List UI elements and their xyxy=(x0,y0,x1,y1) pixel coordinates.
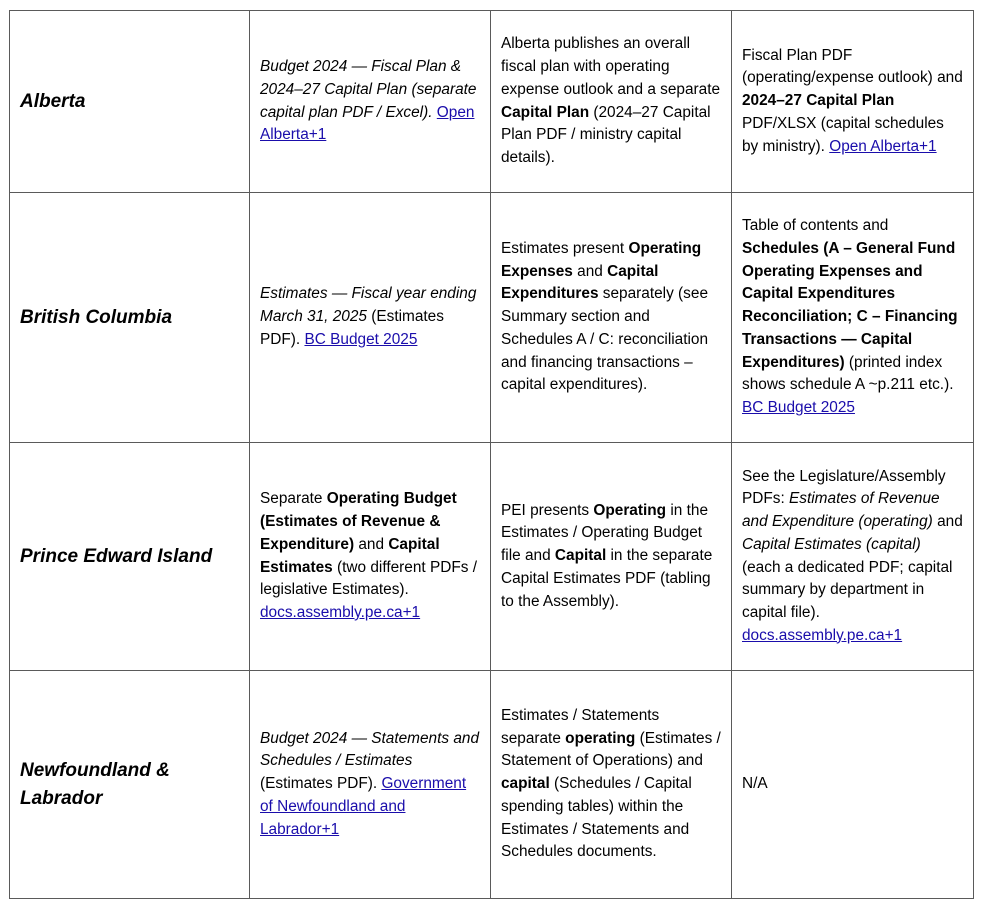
cell-text: (2024–27 Capital Plan PDF / ministry capital details). xyxy=(501,103,711,166)
budget-document-cell xyxy=(250,443,491,671)
table-row xyxy=(10,443,974,671)
bold-text: 2024–27 Capital Plan xyxy=(742,92,895,110)
cell-text: (two different PDFs / legislative Estimates). xyxy=(260,558,477,599)
table-row xyxy=(10,671,974,899)
cell-text: Separate xyxy=(260,490,327,508)
bold-text: Operating Expenses xyxy=(501,240,702,280)
italic-text: Estimates of Revenue and Expenditure (operating) xyxy=(742,490,940,531)
cell-text: and xyxy=(932,513,963,531)
bold-text: operating xyxy=(565,729,636,747)
cell-text: Fiscal Plan PDF (operating/expense outlook) and xyxy=(742,46,963,87)
cell-text: (Estimates PDF). xyxy=(260,308,444,348)
cell-text: Table of contents and xyxy=(742,217,889,235)
cell-text: Alberta publishes an overall fiscal plan with operating expense outlook and a separate xyxy=(501,35,721,98)
source-detail-cell xyxy=(732,193,974,443)
budget-document-cell xyxy=(250,11,491,193)
presentation-cell xyxy=(491,11,732,193)
source-link[interactable]: Open Alberta+1 xyxy=(260,103,475,144)
cell-text: PEI presents xyxy=(501,501,594,519)
italic-text: Budget 2024 — Statements and Schedules / Estimates xyxy=(260,729,480,770)
cell-text: and xyxy=(354,535,389,553)
cell-text: (Schedules / Capital spending tables) within the Estimates / Statements and Schedules documents. xyxy=(501,775,692,861)
table-row xyxy=(10,193,974,443)
province-cell: Newfoundland & Labrador xyxy=(10,671,250,899)
source-detail-cell xyxy=(732,11,974,193)
cell-text: in the Estimates / Operating Budget file and xyxy=(501,501,709,565)
presentation-cell xyxy=(491,193,732,443)
budget-document-cell xyxy=(250,193,491,443)
bold-text: Operating xyxy=(593,501,667,519)
cell-text: Estimates / Statements separate xyxy=(501,707,660,747)
cell-text: See the Legislature/Assembly PDFs: xyxy=(742,467,946,508)
cell-text: Estimates present xyxy=(501,240,629,258)
bold-text: Schedules (A – General Fund Operating Expenses and Capital Expenditures Reconciliation; C – Financing Transactions — Capital Expenditures) xyxy=(742,240,958,371)
source-link[interactable]: Government of Newfoundland and Labrador+1 xyxy=(260,775,467,838)
cell-text: in the separate Capital Estimates PDF (tabling to the Assembly). xyxy=(501,547,713,610)
province-cell: Prince Edward Island xyxy=(10,443,250,671)
cell-text: (each a dedicated PDF; capital summary by department in capital file). xyxy=(742,558,953,621)
italic-text: Capital Estimates (capital) xyxy=(742,535,921,553)
province-cell: Alberta xyxy=(10,11,250,193)
source-link[interactable]: docs.assembly.pe.ca+1 xyxy=(742,626,903,644)
source-detail-cell xyxy=(732,671,974,899)
italic-text: Estimates — Fiscal year ending March 31, 2025 xyxy=(260,285,477,326)
cell-text: (Estimates PDF). xyxy=(260,775,382,793)
source-detail-cell xyxy=(732,443,974,671)
presentation-cell xyxy=(491,671,732,899)
province-cell: British Columbia xyxy=(10,193,250,443)
cell-text: (Estimates / Statement of Operations) and xyxy=(501,729,721,770)
table-row xyxy=(10,11,974,193)
source-link[interactable]: Open Alberta+1 xyxy=(829,137,937,155)
source-link[interactable]: BC Budget 2025 xyxy=(742,398,855,416)
bold-text: Operating Budget (Estimates of Revenue & Expenditure) xyxy=(260,490,457,553)
bold-text: Capital Plan xyxy=(501,103,590,121)
cell-text: N/A xyxy=(742,775,768,793)
presentation-cell xyxy=(491,443,732,671)
cell-text: PDF/XLSX (capital schedules by ministry). xyxy=(742,114,944,155)
bold-text: capital xyxy=(501,775,550,793)
source-link[interactable]: docs.assembly.pe.ca+1 xyxy=(260,603,421,621)
italic-text: Budget 2024 — Fiscal Plan & 2024–27 Capital Plan (separate capital plan PDF / Excel). xyxy=(260,58,477,121)
cell-text: and xyxy=(572,262,608,280)
budget-document-cell xyxy=(250,671,491,899)
budget-sources-table xyxy=(9,10,974,899)
bold-text: Capital Expenditures xyxy=(501,262,659,303)
cell-text: (printed index shows schedule A ~p.211 etc.). xyxy=(742,353,954,394)
cell-text: separately (see Summary section and Schedules A / C: reconciliation and financing transactions – capital expenditures). xyxy=(501,285,709,394)
source-link[interactable]: BC Budget 2025 xyxy=(304,330,418,348)
bold-text: Capital Estimates xyxy=(260,535,440,576)
bold-text: Capital xyxy=(554,547,607,565)
